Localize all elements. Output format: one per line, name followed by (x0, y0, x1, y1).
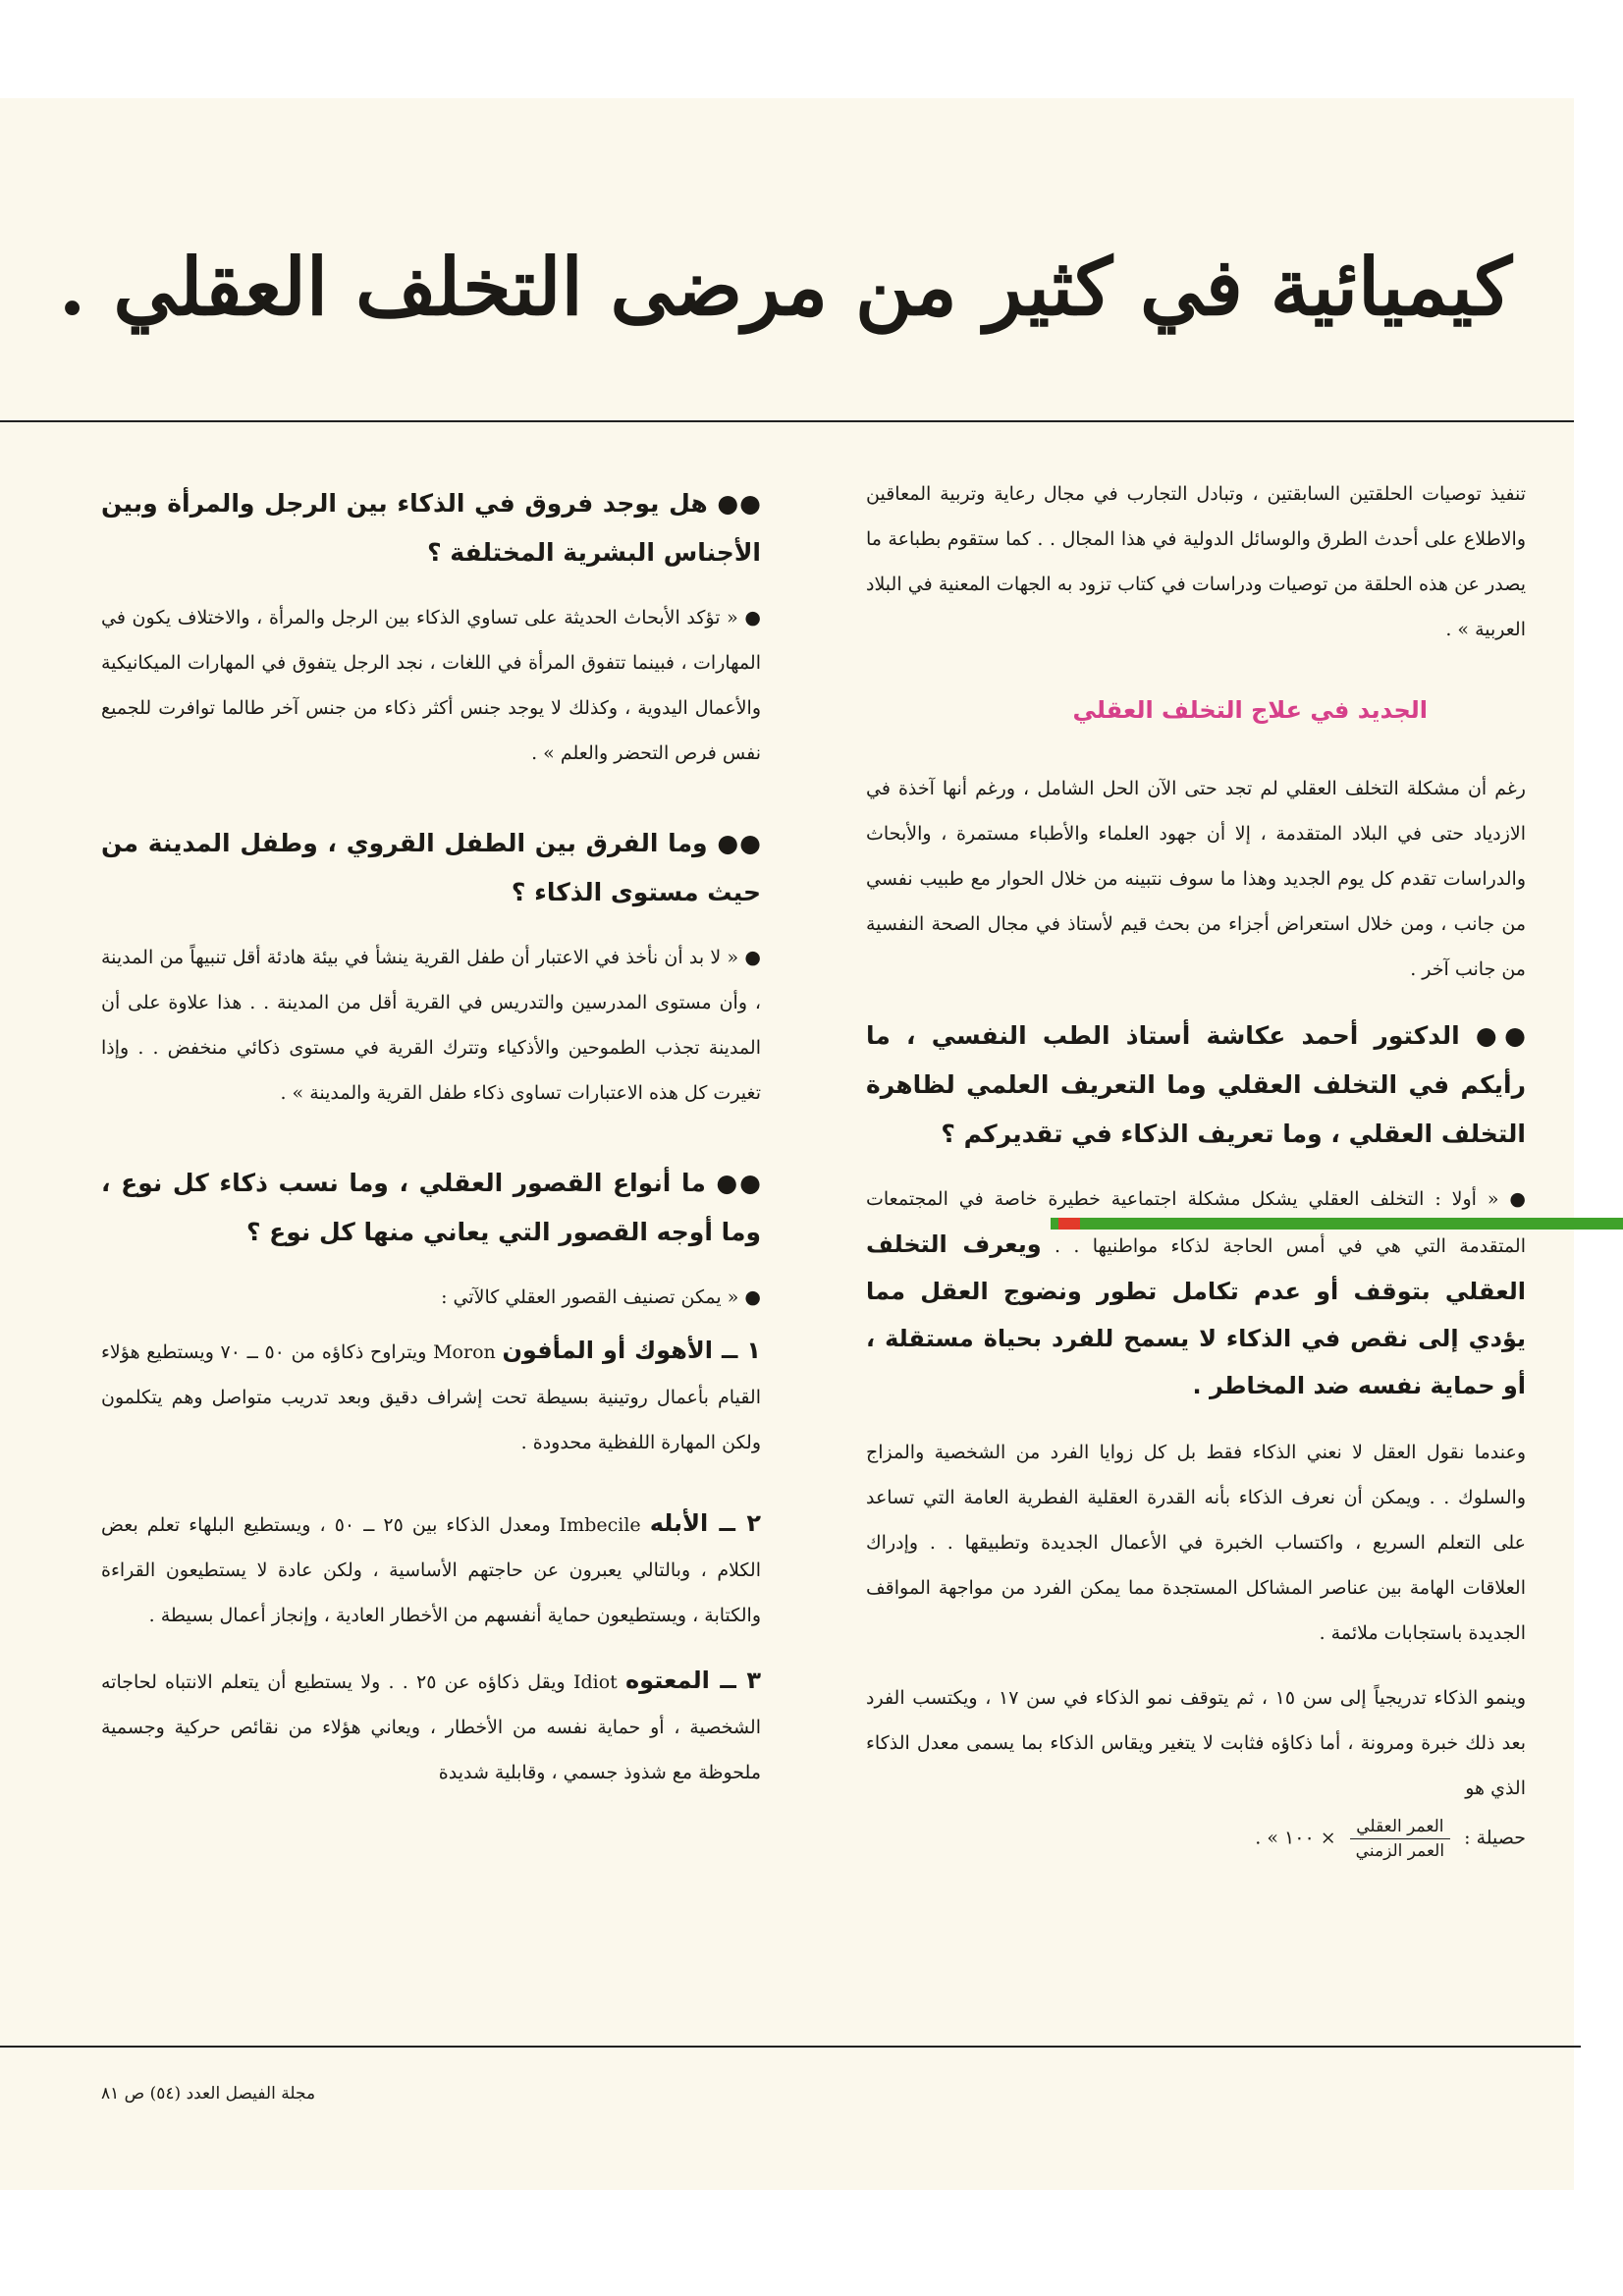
interview-question: ●● وما الفرق بين الطفل القروي ، وطفل المدينة من حيث مستوى الذكاء ؟ (101, 829, 761, 906)
type-term: Imbecile (559, 1514, 641, 1536)
list-item (101, 1658, 761, 1795)
list-item (101, 1501, 761, 1638)
type-term: Moron (433, 1341, 496, 1363)
paragraph (866, 1176, 1526, 1410)
footer-rule (0, 2046, 1581, 2048)
page-title: كيميائية في كثير من مرضى التخلف العقلي . (58, 241, 1512, 333)
paragraph: ● « تؤكد الأبحاث الحديثة على تساوي الذكاء بين الرجل والمرأة ، والاختلاف يكون في المهارات ، فبينما تتفوق المرأة في اللغات ، نجد الرجل يتفوق في المهارات الميكانيكية والأعمال اليدوية ، وكذلك لا يوجد جنس أكثر ذكاء من جنس آخر طالما توافرت للجميع نفس فرص التحضر والعلم » . (101, 607, 761, 764)
type-heading: ٣ ــ المعتوه (625, 1667, 761, 1694)
page-footer: مجلة الفيصل العدد (٥٤) ص ٨١ (101, 2084, 316, 2104)
type-term: Idiot (572, 1671, 618, 1693)
type-description: ومعدل الذكاء بين ٢٥ ــ ٥٠ ، ويستطيع البلهاء تعلم بعض الكلام ، وبالتالي يعبرون عن حاجتهم الأساسية ، ولكن عادة لا يستطيعون القراءة والكتابة ، ويستطيعون حماية أنفسهم من الأخطار العادية ، وإنجاز أعمال بسيطة . (101, 1514, 761, 1626)
type-description: ويتراوح ذكاؤه من ٥٠ ــ ٧٠ ويستطيع هؤلاء القيام بأعمال روتينية بسيطة تحت إشراف دقيق وبعد تدريب متواصل وهم يتكلمون ولكن المهارة اللفظية محدودة . (101, 1341, 761, 1453)
paragraph: رغم أن مشكلة التخلف العقلي لم تجد حتى الآن الحل الشامل ، ورغم أنها آخذة في الازدياد حتى في البلاد المتقدمة ، إلا أن جهود العلماء والأطباء مستمرة ، والأبحاث والدراسات تقدم كل يوم الجديد وهذا ما سوف نتبينه من خلال الحوار مع طبيب نفسي من جانب ، ومن خلال استعراض أجزاء من بحث قيم لأستاذ في مجال الصحة النفسية من جانب آخر . (866, 778, 1526, 980)
section-subheading: الجديد في علاج التخلف العقلي (1072, 696, 1428, 724)
interview-question: ●● ما أنواع القصور العقلي ، وما نسب ذكاء كل نوع ، وما أوجه القصور التي يعاني منها كل نوع ؟ (101, 1169, 761, 1246)
type-heading: ١ ــ الأهوك أو المأفون (502, 1337, 761, 1364)
formula-denominator: العمر الزمني (1355, 1841, 1445, 1861)
paragraph: وعندما نقول العقل لا نعني الذكاء فقط بل كل زوايا الفرد من الشخصية والمزاج والسلوك . . ويمكن أن نعرف الذكاء بأنه القدرة العقلية الفطرية العامة التي تساعد على التعلم السريع ، واكتساب الخبرة في الأعمال الجديدة وتطبيقها . . وإدراك العلاقات الهامة بين عناصر المشاكل المستجدة مما يمكن الفرد من مواجهة المواقف الجديدة باستجابات ملائمة . (866, 1442, 1526, 1644)
list-item (101, 1328, 761, 1465)
paragraph: وينمو الذكاء تدريجياً إلى سن ١٥ ، ثم يتوقف نمو الذكاء في سن ١٧ ، ويكتسب الفرد بعد ذلك خبرة ومرونة ، أما ذكاؤه فثابت لا يتغير ويقاس الذكاء بما يسمى معدل الذكاء الذي هو (866, 1687, 1526, 1799)
left-column (101, 479, 761, 1815)
right-column (866, 471, 1526, 1863)
paragraph-text: ● « أولا : التخلف العقلي يشكل مشكلة اجتماعية خطيرة خاصة في المجتمعات المتقدمة التي هي في أمس الحاجة لذكاء مواطنيها . . (866, 1188, 1526, 1257)
formula-fraction (1350, 1815, 1450, 1863)
interview-question: ●● هل يوجد فروق في الذكاء بين الرجل والمرأة وبين الأجناس البشرية المختلفة ؟ (101, 489, 761, 567)
marker-red-segment (1058, 1218, 1080, 1230)
title-rule (0, 420, 1574, 422)
iq-formula (866, 1815, 1526, 1863)
paragraph: ● « لا بد أن نأخذ في الاعتبار أن طفل القرية ينشأ في بيئة هادئة أقل تنبيهاً من المدينة ، وأن مستوى المدرسين والتدريس في القرية أقل من المدينة . . هذا علاوة على أن المدينة تجذب الطموحين والأذكياء وتترك القرية في مستوى ذكائي منخفض . . وإذا تغيرت كل هذه الاعتبارات تساوى ذكاء طفل القرية والمدينة » . (101, 947, 761, 1104)
formula-label: حصيلة : (1464, 1827, 1526, 1849)
type-description: ويقل ذكاؤه عن ٢٥ . . ولا يستطيع أن يتعلم الانتباه لحاجاته الشخصية ، أو حماية نفسه من الأخطار ، ويعاني هؤلاء من نقائص حركية وجسمية ملحوظة مع شذوذ جسمي ، وقابلية شديدة (101, 1671, 761, 1783)
formula-numerator: العمر العقلي (1350, 1815, 1450, 1839)
definition-text: ويعرف التخلف العقلي بتوقف أو عدم تكامل تطور ونضوج العقل مما يؤدي إلى نقص في الذكاء لا يسمح للفرد بحياة مستقلة ، أو حماية نفسه ضد المخاطر . (866, 1230, 1526, 1399)
formula-multiplier: × ١٠٠ » . (1255, 1827, 1336, 1849)
interview-question: ●● الدكتور أحمد عكاشة أستاذ الطب النفسي ، ما رأيكم في التخلف العقلي وما التعريف العلمي لظاهرة التخلف العقلي ، وما تعريف الذكاء في تقديركم ؟ (866, 1021, 1526, 1148)
type-heading: ٢ ــ الأبله (649, 1509, 761, 1537)
paragraph: تنفيذ توصيات الحلقتين السابقتين ، وتبادل التجارب في مجال رعاية وتربية المعاقين والاطلاع على أحدث الطرق والوسائل الدولية في هذا المجال . . كما ستقوم بطباعة ما يصدر عن هذه الحلقة من توصيات ودراسات في كتاب تزود به الجهات المعنية في البلاد العربية » . (866, 483, 1526, 640)
paragraph: ● « يمكن تصنيف القصور العقلي كالآتي : (441, 1286, 761, 1308)
highlight-marker (1051, 1218, 1623, 1230)
